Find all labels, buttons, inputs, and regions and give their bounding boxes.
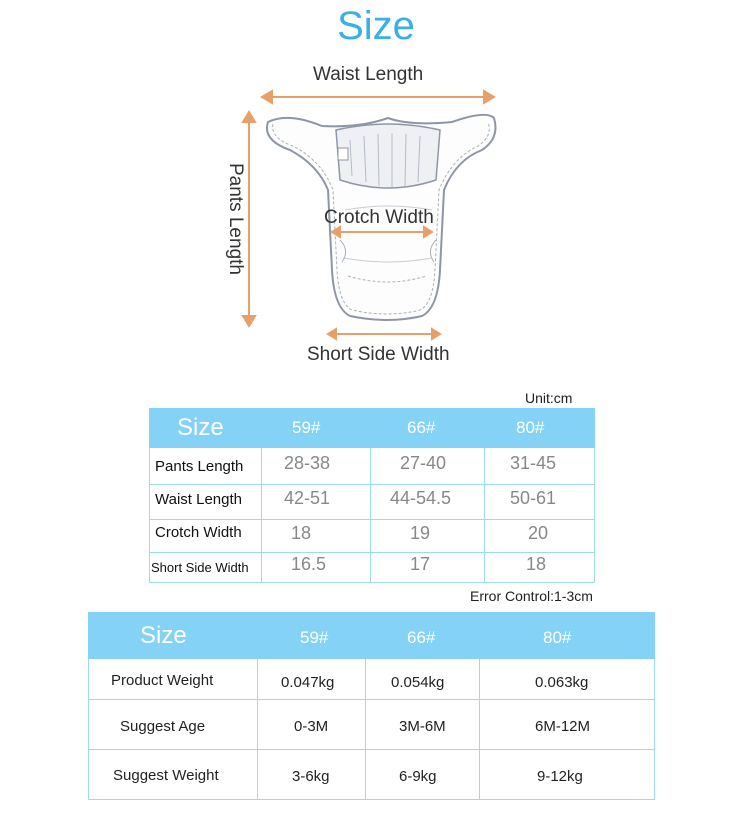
crotch-width-label: Crotch Width xyxy=(324,207,434,228)
header-size: Size xyxy=(140,622,187,649)
header-size: Size xyxy=(177,414,224,441)
row-label-crotch-width: Crotch Width xyxy=(155,524,242,541)
pants-length-label: Pants Length xyxy=(225,163,246,275)
cell: 9-12kg xyxy=(537,768,583,785)
cell: 19 xyxy=(410,523,431,543)
row-label-short-side-width: Short Side Width xyxy=(151,560,249,575)
cell: 16.5 xyxy=(291,554,327,574)
cell: 0.054kg xyxy=(391,674,445,691)
row-label-product-weight: Product Weight xyxy=(111,672,214,689)
waist-length-label: Waist Length xyxy=(313,64,424,85)
header-col-66: 66# xyxy=(407,628,436,647)
cell: 42-51 xyxy=(284,488,331,508)
cell: 18 xyxy=(526,554,547,574)
table-header xyxy=(88,612,655,659)
cell: 17 xyxy=(410,554,431,574)
cell: 28-38 xyxy=(284,453,331,473)
row-label-suggest-weight: Suggest Weight xyxy=(113,767,219,784)
cell: 50-61 xyxy=(510,488,557,508)
table-header xyxy=(149,408,595,448)
cell: 20 xyxy=(528,523,549,543)
table-body xyxy=(88,659,655,800)
cell: 0.047kg xyxy=(281,674,335,691)
header-col-59: 59# xyxy=(300,628,329,647)
cell: 0-3M xyxy=(294,718,329,735)
page-title: Size xyxy=(337,4,415,48)
header-col-80: 80# xyxy=(543,628,572,647)
row-label-pants-length: Pants Length xyxy=(155,458,244,475)
unit-label: Unit:cm xyxy=(525,390,573,406)
table-body xyxy=(149,448,595,583)
cell: 0.063kg xyxy=(535,674,589,691)
cell: 27-40 xyxy=(400,453,447,473)
diaper-waistband xyxy=(336,124,440,188)
row-label-waist-length: Waist Length xyxy=(155,491,242,508)
cell: 3M-6M xyxy=(399,718,446,735)
cell: 31-45 xyxy=(510,453,557,473)
cell: 3-6kg xyxy=(292,768,330,785)
cell: 6M-12M xyxy=(535,718,591,735)
diaper-diagram xyxy=(0,0,752,380)
header-col-80: 80# xyxy=(516,418,545,437)
cell: 44-54.5 xyxy=(390,488,452,508)
cell: 6-9kg xyxy=(399,768,437,785)
header-col-59: 59# xyxy=(292,418,321,437)
header-col-66: 66# xyxy=(407,418,436,437)
cell: 18 xyxy=(291,523,312,543)
row-label-suggest-age: Suggest Age xyxy=(120,718,206,735)
error-control-note: Error Control:1-3cm xyxy=(470,588,593,604)
short-side-width-label: Short Side Width xyxy=(307,344,450,365)
